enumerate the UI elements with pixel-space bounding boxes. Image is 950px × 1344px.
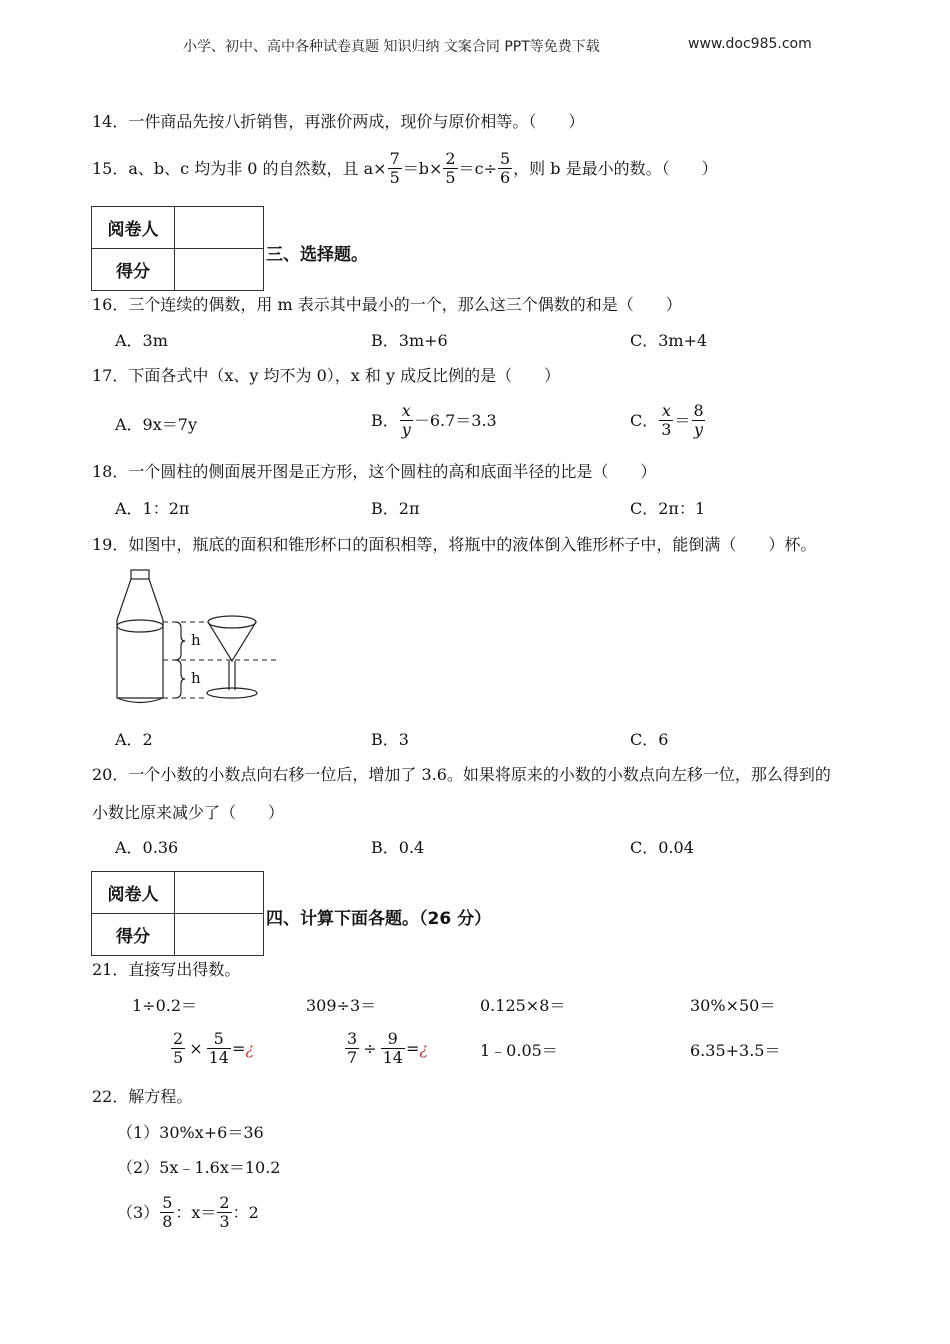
reviewer-cell (175, 207, 264, 249)
bottle-cap (131, 570, 149, 579)
option-c: C．3m+4 (630, 331, 708, 350)
h-label-top: h (191, 631, 201, 649)
calc-item: $\frac{2}{5}$ × $\frac{5}{14}$ = ¿ (173, 1029, 254, 1067)
question-22: 22．解方程。 (92, 1087, 193, 1106)
question-14: 14．一件商品先按八折销售，再涨价两成，现价与原价相等。（ ） (92, 112, 585, 131)
calc-item: 1÷0.2＝ (132, 996, 198, 1015)
option-b: B．0.4 (371, 838, 425, 857)
calc-item: 309÷3＝ (306, 996, 377, 1015)
option-a: A．2 (115, 730, 153, 749)
option-b: B．2π (371, 499, 420, 518)
calc-item: $\frac{3}{7}$ ÷ $\frac{9}{14}$ = ¿ (347, 1029, 428, 1067)
calc-item: 6.35+3.5＝ (690, 1041, 781, 1060)
bottle-cone-figure (105, 565, 290, 710)
score-box (91, 206, 264, 291)
question-16: 16．三个连续的偶数，用 m 表示其中最小的一个，那么这三个偶数的和是（ ） (92, 295, 682, 314)
option-a: A．0.36 (115, 838, 179, 857)
score-label: 得分 (92, 914, 175, 956)
brace-bottom (175, 660, 185, 698)
section-3-title: 三、选择题。 (266, 245, 368, 265)
cylinder-bottom (117, 698, 163, 703)
option-a: A．1：2π (115, 499, 190, 518)
equation-3: （3） $\frac{5}{8}$ ：x＝ $\frac{2}{3}$ ：2 (117, 1193, 259, 1231)
bottle-body (117, 579, 163, 698)
question-19: 19．如图中，瓶底的面积和锥形杯口的面积相等，将瓶中的液体倒入锥形杯子中，能倒满（ ）杯。 (92, 535, 817, 554)
option-c: C．2π：1 (630, 499, 706, 518)
score-cell (175, 914, 264, 956)
option-b: B．3 (371, 730, 409, 749)
option-b: B． $\frac{x}{y}$ －6.7＝3.3 (371, 401, 497, 439)
reviewer-label: 阅卷人 (92, 872, 175, 914)
score-box (91, 871, 264, 956)
h-label-bottom: h (191, 669, 201, 687)
cone-rim (208, 616, 256, 628)
brace-top (175, 622, 185, 660)
fraction: $\frac{5}{6}$ (499, 149, 511, 187)
option-b: B．3m+6 (371, 331, 448, 350)
fraction: $\frac{7}{5}$ (389, 149, 400, 187)
option-c: C．0.04 (630, 838, 694, 857)
cylinder-top (117, 620, 163, 632)
cup-base (207, 688, 257, 698)
question-20-line2: 小数比原来减少了（ ） (92, 803, 285, 822)
score-cell (175, 249, 264, 291)
calc-item: 0.125×8＝ (480, 996, 566, 1015)
fraction: $\frac{2}{5}$ (445, 149, 456, 187)
score-label: 得分 (92, 249, 175, 291)
header-text: 小学、初中、高中各种试卷真题 知识归纳 文案合同 PPT等免费下载 (183, 39, 600, 55)
section-4-title: 四、计算下面各题。（26 分） (266, 909, 492, 929)
question-20-line1: 20．一个小数的小数点向右移一位后，增加了 3.6。如果将原来的小数的小数点向左移一位，那么得到的 (92, 765, 831, 784)
question-21: 21．直接写出得数。 (92, 960, 241, 979)
calc-item: 30%×50＝ (690, 996, 776, 1015)
reviewer-label: 阅卷人 (92, 207, 175, 249)
reviewer-cell (175, 872, 264, 914)
option-a: A．3m (115, 331, 168, 350)
option-a: A．9x＝7y (115, 415, 197, 434)
option-c: C．6 (630, 730, 669, 749)
header-site: www.doc985.com (688, 36, 812, 52)
question-15: 15．a、b、c 均为非 0 的自然数，且 a× $\frac{7}{5}$ ＝b× $\frac{2}{5}$ ＝c÷ $\frac{5}{6}$ ，则 b 是最小的数。（ ） (92, 149, 718, 187)
question-18: 18．一个圆柱的侧面展开图是正方形，这个圆柱的高和底面半径的比是（ ） (92, 462, 657, 481)
question-17: 17．下面各式中（x、y 均不为 0），x 和 y 成反比例的是（ ） (92, 366, 561, 385)
equation-1: （1）30%x+6＝36 (117, 1123, 264, 1142)
equation-2: （2）5x﹣1.6x＝10.2 (117, 1158, 281, 1177)
calc-item: 1﹣0.05＝ (480, 1041, 558, 1060)
option-c: C． $\frac{x}{3}$ ＝ $\frac{8}{y}$ (630, 401, 704, 439)
